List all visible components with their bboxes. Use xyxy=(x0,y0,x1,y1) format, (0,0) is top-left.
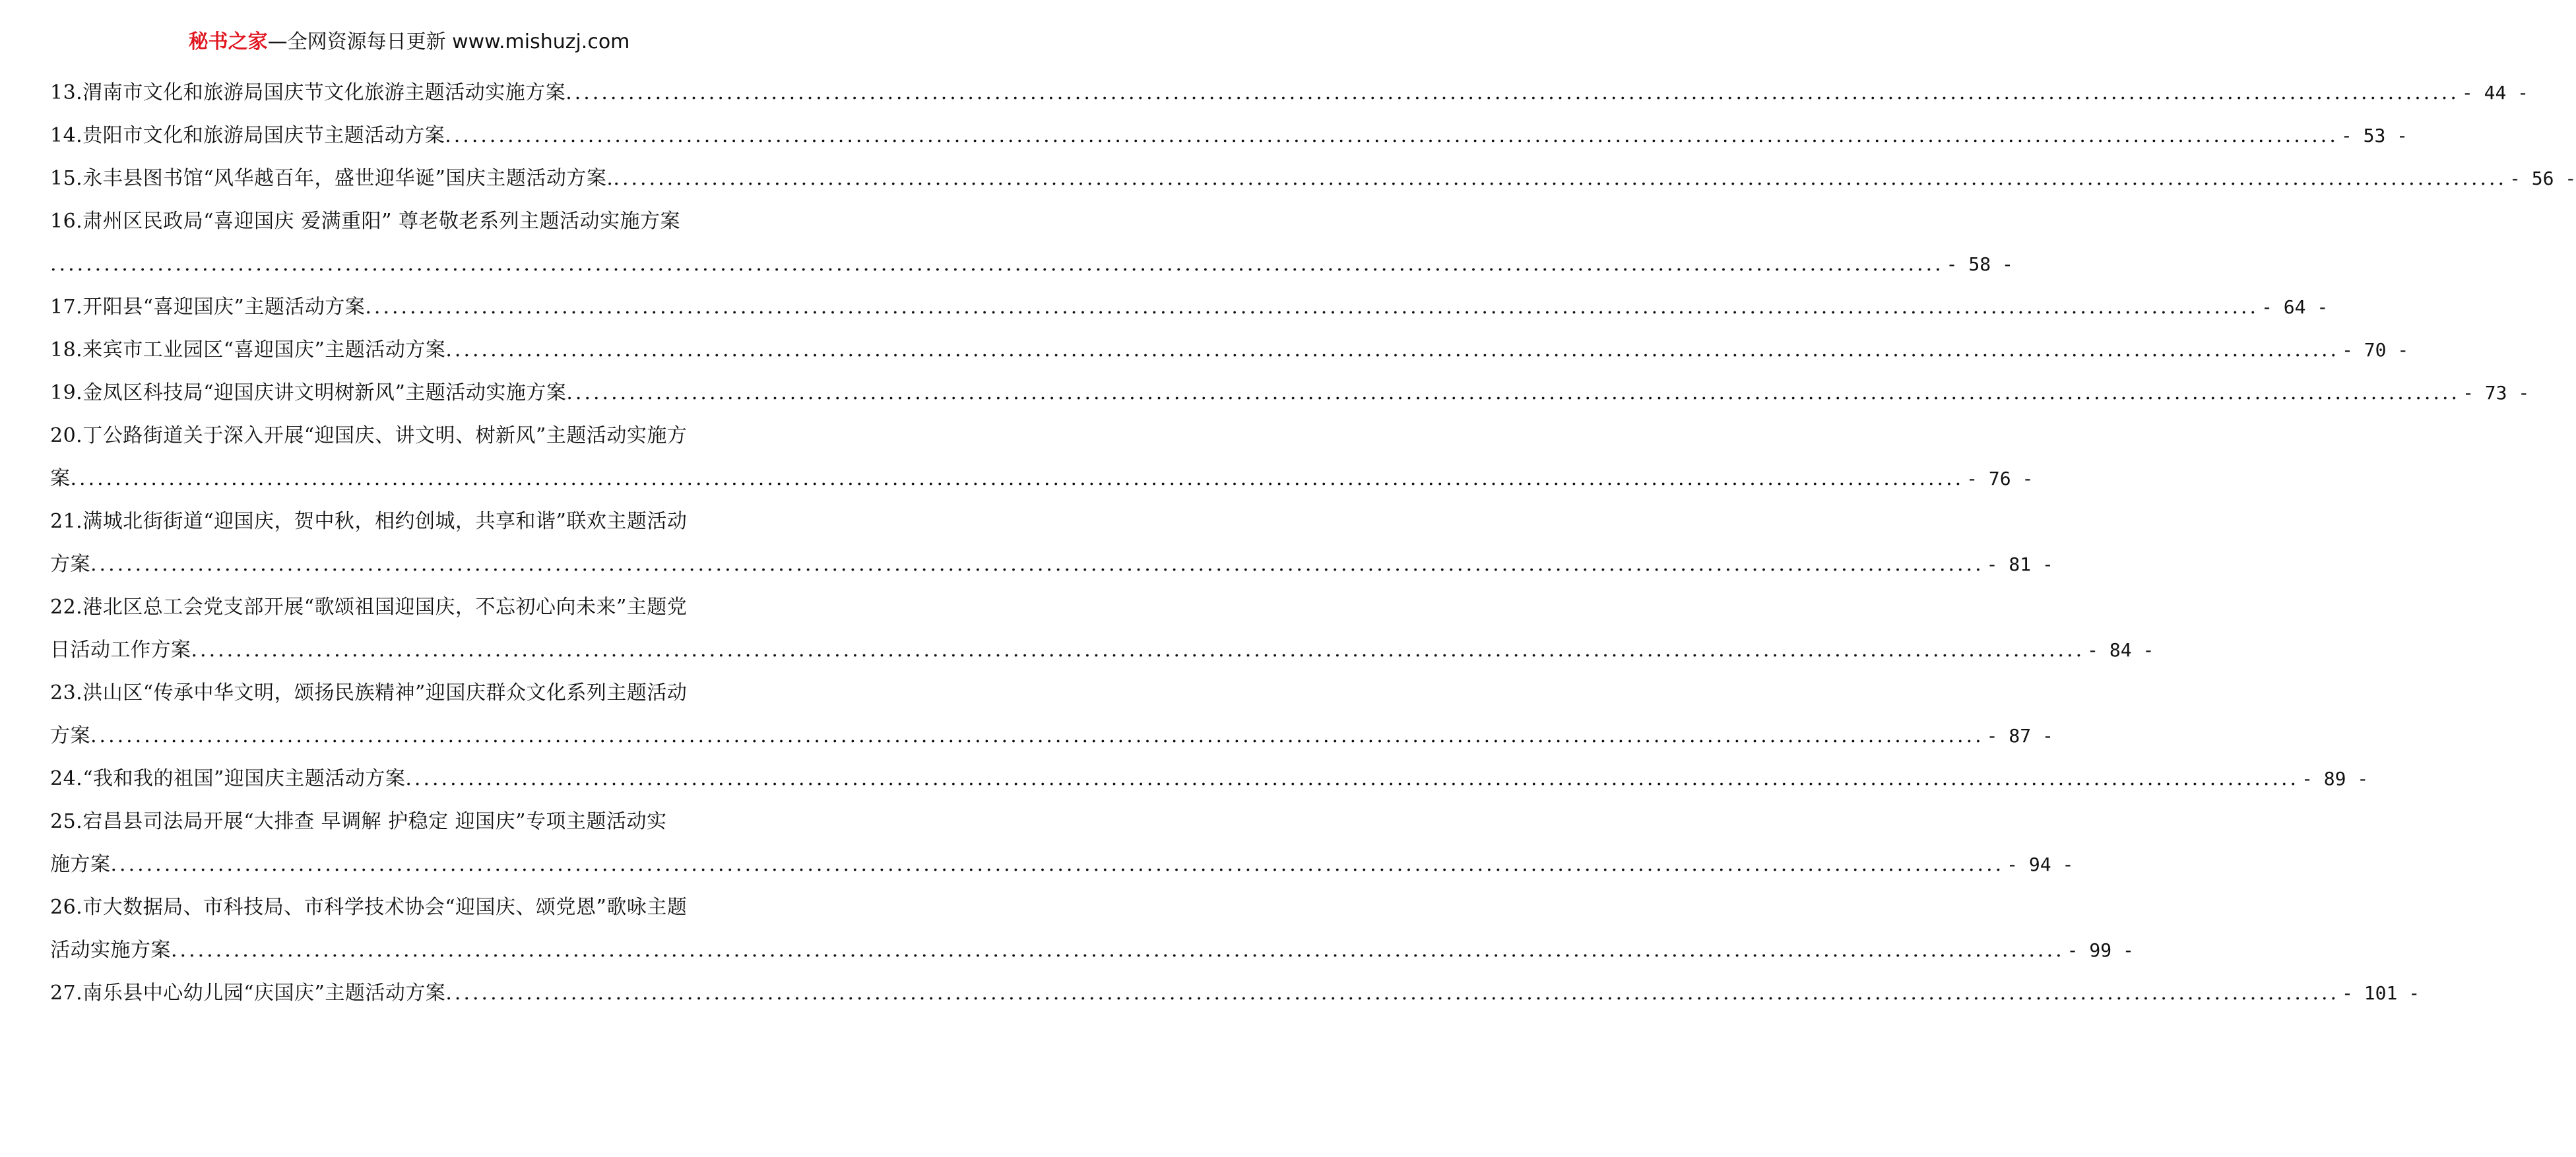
dot-leader xyxy=(90,543,1984,586)
toc-entry[interactable] xyxy=(50,972,2420,1015)
toc-entry-leader-line xyxy=(50,114,2408,157)
toc-entry[interactable] xyxy=(50,757,2369,800)
toc-entry-page-number: - 94 - xyxy=(2007,854,2074,875)
toc-entry-title: 27.南乐县中心幼儿园“庆国庆”主题活动方案 xyxy=(50,982,446,1005)
toc-entry-leader-line xyxy=(50,543,2053,586)
dot-leader xyxy=(613,157,2507,200)
toc-entry-page-number: - 53 - xyxy=(2340,125,2408,146)
table-of-contents xyxy=(50,71,2576,1015)
toc-entry-title-line: 22.港北区总工会党支部开展“歌颂祖国迎国庆，不忘初心向未来”主题党 xyxy=(50,596,688,619)
toc-entry-page-number: - 58 - xyxy=(1946,253,2013,275)
toc-entry-title-line: 26.市大数据局、市科技局、市科学技术协会“迎国庆、颂党恩”歌咏主题 xyxy=(50,896,688,919)
dot-leader xyxy=(90,714,1984,757)
toc-entry-page-number: - 87 - xyxy=(1986,725,2053,747)
dot-leader xyxy=(50,243,1944,286)
toc-entry-leader-line xyxy=(50,714,2053,757)
toc-entry-leader-line xyxy=(50,243,2013,286)
toc-entry-page-number: - 89 - xyxy=(2302,768,2369,790)
page-header xyxy=(0,28,818,57)
toc-entry-page-number: - 73 - xyxy=(2463,382,2530,404)
toc-entry-title: 日活动工作方案 xyxy=(50,639,191,662)
toc-entry-title: 15.永丰县图书馆“风华越百年，盛世迎华诞”国庆主题活动方案. xyxy=(50,167,614,190)
toc-entry[interactable] xyxy=(50,157,2576,200)
dot-leader xyxy=(565,71,2459,114)
toc-entry-title: 24.“我和我的祖国”迎国庆主题活动方案 xyxy=(50,767,406,790)
dot-leader xyxy=(445,114,2338,157)
toc-entry-page-number: - 99 - xyxy=(2067,939,2134,961)
toc-entry[interactable] xyxy=(50,71,2529,114)
toc-entry[interactable] xyxy=(50,672,2053,757)
toc-entry[interactable] xyxy=(50,114,2408,157)
toc-entry-title: 18.来宾市工业园区“喜迎国庆”主题活动方案 xyxy=(50,338,446,361)
toc-entry-leader-line xyxy=(50,457,2034,500)
dot-leader xyxy=(405,757,2299,800)
dot-leader xyxy=(111,843,2005,886)
toc-entry-leader-line xyxy=(50,328,2409,371)
toc-entry-title: 方案 xyxy=(50,553,90,576)
toc-entry-leader-line xyxy=(50,371,2530,414)
toc-entry-page-number: - 76 - xyxy=(1966,468,2034,489)
toc-entry-page-number: - 44 - xyxy=(2461,82,2529,104)
toc-entry[interactable] xyxy=(50,500,2053,586)
toc-entry[interactable] xyxy=(50,371,2530,414)
toc-entry-leader-line xyxy=(50,757,2369,800)
toc-entry-page-number: - 56 - xyxy=(2509,168,2576,189)
toc-entry-title-line: 25.宕昌县司法局开展“大排查 早调解 护稳定 迎国庆”专项主题活动实 xyxy=(50,810,667,833)
toc-entry[interactable] xyxy=(50,800,2074,886)
toc-entry-title-line: 21.满城北街街道“迎国庆，贺中秋，相约创城，共享和谐”联欢主题活动 xyxy=(50,510,688,533)
dot-leader xyxy=(445,328,2339,371)
toc-entry-leader-line xyxy=(50,843,2074,886)
toc-entry[interactable] xyxy=(50,586,2154,672)
dot-leader xyxy=(566,371,2460,414)
toc-entry-title: 19.金凤区科技局“迎国庆讲文明树新风”主题活动实施方案 xyxy=(50,381,567,404)
toc-entry-page-number: - 64 - xyxy=(2261,296,2329,318)
dot-leader xyxy=(71,457,1964,500)
brand-name: 秘书之家 xyxy=(188,30,268,53)
dot-leader xyxy=(171,929,2065,972)
toc-entry[interactable] xyxy=(50,328,2409,371)
toc-entry-page-number: - 101 - xyxy=(2342,982,2420,1004)
toc-entry-title: 14.贵阳市文化和旅游局国庆节主题活动方案 xyxy=(50,124,445,147)
toc-entry-leader-line xyxy=(50,629,2154,672)
toc-entry[interactable] xyxy=(50,286,2329,328)
toc-entry-page-number: - 84 - xyxy=(2087,639,2154,661)
header-slogan: 全网资源每日更新 www.mishuzj.com xyxy=(287,30,630,53)
toc-entry-title-line: 20.丁公路街道关于深入开展“迎国庆、讲文明、树新风”主题活动实施方 xyxy=(50,424,688,447)
header-separator: — xyxy=(267,30,288,53)
toc-entry-title-line: 23.洪山区“传承中华文明，颂扬民族精神”迎国庆群众文化系列主题活动 xyxy=(50,681,688,704)
toc-entry-leader-line xyxy=(50,71,2529,114)
toc-entry-title: 施方案 xyxy=(50,853,111,876)
toc-entry-leader-line xyxy=(50,286,2329,328)
toc-entry[interactable] xyxy=(50,414,2034,500)
toc-entry-title: 案 xyxy=(50,467,71,490)
toc-entry-leader-line xyxy=(50,157,2576,200)
toc-entry-leader-line xyxy=(50,972,2420,1015)
toc-entry-title: 13.渭南市文化和旅游局国庆节文化旅游主题活动实施方案 xyxy=(50,81,566,104)
toc-entry-page-number: - 81 - xyxy=(1986,553,2053,575)
toc-entry-leader-line xyxy=(50,929,2134,972)
toc-entry-title: 17.开阳县“喜迎国庆”主题活动方案 xyxy=(50,296,366,319)
dot-leader xyxy=(365,286,2259,328)
toc-entry-title-line: 16.肃州区民政局“喜迎国庆 爱满重阳” 尊老敬老系列主题活动实施方案 xyxy=(50,210,680,233)
dot-leader xyxy=(191,629,2085,672)
toc-entry[interactable] xyxy=(50,886,2134,972)
dot-leader xyxy=(445,972,2339,1015)
toc-entry-title: 方案 xyxy=(50,724,90,747)
toc-entry-title: 活动实施方案 xyxy=(50,939,171,962)
toc-entry-page-number: - 70 - xyxy=(2342,339,2409,361)
toc-entry[interactable] xyxy=(50,200,2013,286)
